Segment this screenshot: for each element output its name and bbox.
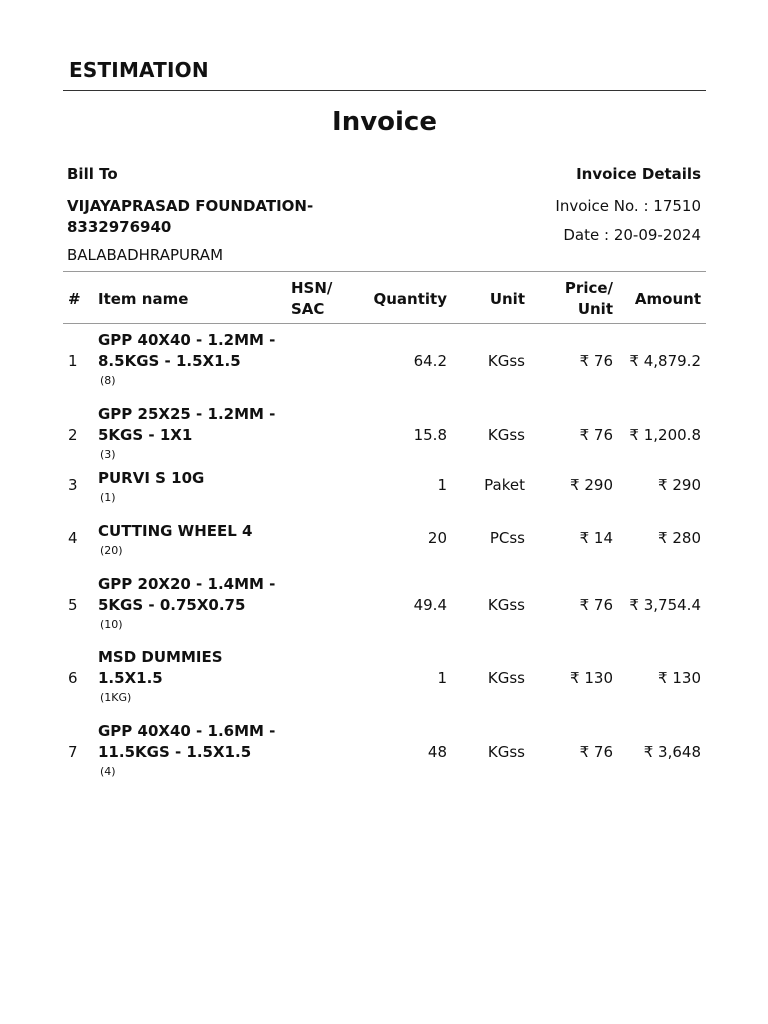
column-header-price-line1: Price/ [564,279,613,297]
row-number: 4 [68,529,78,547]
item-price: ₹ 76 [579,743,613,761]
customer-name: VIJAYAPRASAD FOUNDATION-8332976940 [67,197,314,236]
table-row [63,468,706,521]
estimation-heading: ESTIMATION [69,58,209,82]
page-title: Invoice [332,107,437,137]
column-header-quantity: Quantity [373,290,447,308]
item-name-cell [98,521,288,559]
item-name: CUTTING WHEEL 4 [98,522,253,540]
row-number: 7 [68,743,78,761]
item-unit: Paket [484,476,525,494]
item-amount: ₹ 3,754.4 [629,596,701,614]
row-number: 3 [68,476,78,494]
item-count: (1) [100,491,116,504]
column-header-amount: Amount [634,290,701,308]
item-amount: ₹ 290 [658,476,701,494]
column-header-item-name: Item name [98,290,189,308]
item-price: ₹ 76 [579,352,613,370]
item-unit: KGss [487,669,525,687]
table-row [63,330,706,404]
item-name: GPP 40X40 - 1.6MM - 11.5KGS - 1.5X1.5 [98,722,276,761]
invoice-date: Date : 20-09-2024 [563,226,701,244]
table-top-divider [63,271,706,272]
invoice-details-heading: Invoice Details [576,165,701,183]
item-amount: ₹ 130 [658,669,701,687]
column-header-hsn-line1: HSN/ [291,279,333,297]
item-unit: KGss [487,596,525,614]
item-rows [63,330,706,791]
item-name-cell [98,468,288,506]
table-row [63,647,706,721]
column-header-number: # [68,290,81,308]
item-count: (8) [100,374,116,387]
item-quantity: 48 [427,743,447,761]
column-header-hsn-sac [291,278,332,320]
customer-address: BALABADHRAPURAM [67,246,224,264]
row-number: 2 [68,426,78,444]
item-quantity: 15.8 [413,426,447,444]
item-unit: KGss [487,426,525,444]
row-number: 6 [68,669,78,687]
table-row [63,721,706,791]
item-amount: ₹ 1,200.8 [629,426,701,444]
item-quantity: 20 [427,529,447,547]
column-header-hsn-line2: SAC [291,300,325,318]
item-price: ₹ 130 [570,669,613,687]
item-count: (4) [100,765,116,778]
item-name: MSD DUMMIES 1.5X1.5 [98,648,223,687]
item-price: ₹ 76 [579,426,613,444]
table-row [63,574,706,647]
table-row [63,404,706,468]
item-quantity: 64.2 [413,352,447,370]
item-name-cell [98,721,288,780]
item-amount: ₹ 4,879.2 [629,352,701,370]
header-divider [63,90,706,91]
item-name-cell [98,330,288,389]
item-quantity: 1 [437,669,447,687]
item-name: PURVI S 10G [98,469,205,487]
column-header-unit: Unit [489,290,525,308]
row-number: 1 [68,352,78,370]
item-amount: ₹ 3,648 [643,743,701,761]
table-row [63,521,706,574]
column-header-price-line2: Unit [577,300,613,318]
item-name-cell [98,574,288,633]
item-name: GPP 25X25 - 1.2MM - 5KGS - 1X1 [98,405,276,444]
item-count: (1KG) [100,691,132,704]
item-quantity: 49.4 [413,596,447,614]
column-header-price-unit [565,278,613,320]
item-count: (3) [100,448,116,461]
item-name: GPP 40X40 - 1.2MM - 8.5KGS - 1.5X1.5 [98,331,276,370]
item-count: (20) [100,544,123,557]
invoice-number: Invoice No. : 17510 [555,197,701,215]
bill-to-heading: Bill To [67,165,118,183]
item-price: ₹ 14 [579,529,613,547]
item-unit: KGss [487,743,525,761]
item-count: (10) [100,618,123,631]
item-quantity: 1 [437,476,447,494]
table-header-divider [63,323,706,324]
item-price: ₹ 76 [579,596,613,614]
item-unit: PCss [489,529,525,547]
item-name-cell [98,647,288,706]
row-number: 5 [68,596,78,614]
item-name: GPP 20X20 - 1.4MM - 5KGS - 0.75X0.75 [98,575,276,614]
item-amount: ₹ 280 [658,529,701,547]
item-unit: KGss [487,352,525,370]
item-name-cell [98,404,288,463]
item-price: ₹ 290 [570,476,613,494]
